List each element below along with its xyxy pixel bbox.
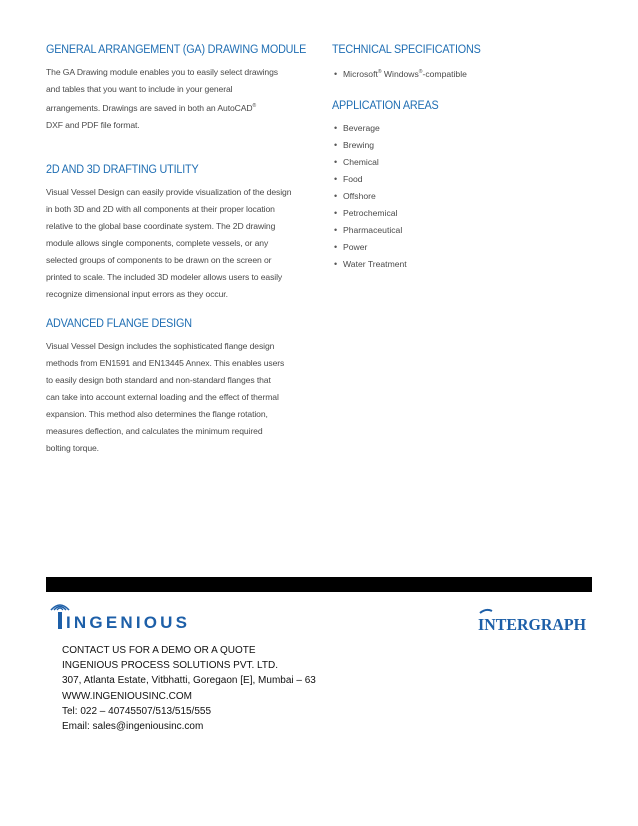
registered-mark: ®	[418, 69, 423, 75]
flange-line: Visual Vessel Design includes the sophisticated flange design	[46, 341, 275, 351]
list-item: • Pharmaceutical	[334, 222, 592, 239]
footer-divider-bar	[46, 577, 592, 592]
flange-line: bolting torque.	[46, 443, 99, 453]
drafting-line: relative to the global base coordinate system. The 2D drawing	[46, 221, 276, 231]
list-item: • Power	[334, 239, 592, 256]
ga-line: DXF and PDF file format.	[46, 119, 140, 130]
application-areas-list	[334, 120, 592, 273]
list-item: • Microsoft® Windows®-compatible	[334, 64, 592, 81]
drafting-section	[46, 164, 308, 300]
flange-section	[46, 318, 308, 457]
drafting-line: selected groups of components to be drawn on the screen or	[46, 255, 272, 265]
contact-heading: CONTACT US FOR A DEMO OR A QUOTE	[62, 645, 256, 656]
tech-specs-section	[332, 44, 592, 100]
intergraph-logo	[478, 608, 590, 634]
drafting-line: recognize dimensional input errors as they occur.	[46, 289, 228, 299]
ga-heading: GENERAL ARRANGEMENT (GA) DRAWING MODULE	[46, 44, 307, 56]
ingenious-logo-icon	[46, 598, 206, 634]
bullet-icon: •	[334, 242, 338, 252]
flange-line: measures deflection, and calculates the minimum required	[46, 426, 263, 436]
flange-body	[46, 338, 308, 457]
drafting-body	[46, 184, 308, 303]
application-areas-section	[332, 100, 592, 273]
drafting-heading: 2D AND 3D DRAFTING UTILITY	[46, 164, 199, 176]
ga-drawing-section	[46, 44, 308, 146]
bullet-icon: •	[334, 140, 338, 150]
drafting-line: printed to scale. The included 3D modeler allows users to easily	[46, 272, 283, 282]
telephone: Tel: 022 – 40745507/513/515/555	[62, 705, 212, 717]
drafting-line: in both 3D and 2D with all components at their proper location	[46, 204, 275, 214]
list-item: • Brewing	[334, 137, 592, 154]
ga-line: and tables that you want to include in your general	[46, 84, 233, 94]
tech-specs-heading: TECHNICAL SPECIFICATIONS	[332, 44, 481, 56]
list-item: • Water Treatment	[334, 256, 592, 273]
list-item: • Offshore	[334, 188, 592, 205]
bullet-icon: •	[334, 174, 338, 184]
flange-line: methods from EN1591 and EN13445 Annex. This enables users	[46, 358, 285, 368]
flange-heading: ADVANCED FLANGE DESIGN	[46, 318, 192, 330]
contact-block	[62, 643, 362, 734]
website-link[interactable]: WWW.INGENIOUSINC.COM	[62, 690, 192, 702]
bullet-icon: •	[334, 68, 338, 79]
ga-body	[46, 64, 308, 134]
list-item: • Chemical	[334, 154, 592, 171]
ingenious-logo	[46, 598, 206, 634]
bullet-icon: •	[334, 157, 338, 167]
ga-line: The GA Drawing module enables you to easily select drawings	[46, 67, 278, 77]
flange-line: expansion. This method also determines the flange rotation,	[46, 409, 268, 419]
registered-mark: ®	[252, 103, 257, 109]
bullet-icon: •	[334, 123, 338, 133]
list-item: • Food	[334, 171, 592, 188]
ga-line: arrangements. Drawings are saved in both an AutoCAD	[46, 102, 253, 113]
bullet-icon: •	[334, 208, 338, 218]
application-areas-heading: APPLICATION AREAS	[332, 100, 439, 112]
drafting-line: Visual Vessel Design can easily provide visualization of the design	[46, 187, 292, 197]
company-name: INGENIOUS PROCESS SOLUTIONS PVT. LTD.	[62, 660, 278, 672]
intergraph-logo-icon	[478, 608, 590, 634]
flange-line: can take into account external loading and the effect of thermal	[46, 392, 279, 402]
registered-mark: ®	[377, 69, 382, 75]
drafting-line: module allows single components, complete vessels, or any	[46, 238, 269, 248]
right-column	[332, 44, 592, 273]
bullet-icon: •	[334, 191, 338, 201]
left-column	[46, 44, 308, 475]
tech-specs-list	[334, 64, 592, 81]
ingenious-logo-text: INGENIOUS	[66, 613, 191, 632]
email-link[interactable]: Email: sales@ingeniousinc.com	[62, 721, 204, 733]
flange-line: to easily design both standard and non-standard flanges that	[46, 375, 271, 385]
bullet-icon: •	[334, 259, 338, 269]
list-item: • Beverage	[334, 120, 592, 137]
bullet-icon: •	[334, 225, 338, 235]
list-item: • Petrochemical	[334, 205, 592, 222]
company-address: 307, Atlanta Estate, Vitbhatti, Goregaon [E], Mumbai – 63	[62, 675, 316, 687]
intergraph-logo-text: INTERGRAPH	[478, 615, 586, 634]
